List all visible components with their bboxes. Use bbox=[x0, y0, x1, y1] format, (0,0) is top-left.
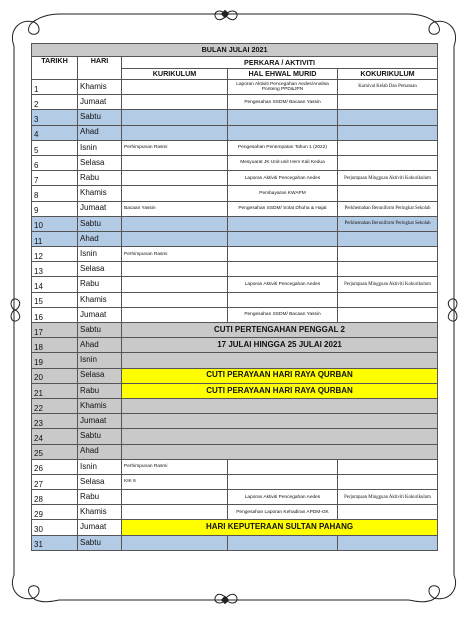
kokurikulum-cell: Perjumpaan Mingguan Aktiviti Kokurikulum bbox=[338, 277, 438, 292]
span-note-cell bbox=[122, 444, 438, 459]
date-cell: 24 bbox=[32, 429, 78, 444]
date-cell: 1 bbox=[32, 80, 78, 95]
date-cell: 19 bbox=[32, 353, 78, 368]
table-row bbox=[32, 307, 438, 322]
hem-cell: Pengesahan SSDM/ Bacaan Yassin bbox=[228, 307, 338, 322]
hem-cell bbox=[228, 292, 338, 307]
kurikulum-cell bbox=[122, 216, 228, 231]
kokurikulum-cell bbox=[338, 459, 438, 474]
day-cell: Rabu bbox=[78, 383, 122, 398]
kokurikulum-cell bbox=[338, 186, 438, 201]
kurikulum-cell bbox=[122, 490, 228, 505]
span-note-cell bbox=[122, 353, 438, 368]
table-row bbox=[32, 474, 438, 489]
table-row bbox=[32, 247, 438, 262]
date-cell: 22 bbox=[32, 398, 78, 413]
table-row bbox=[32, 459, 438, 474]
table-row bbox=[32, 535, 438, 550]
day-cell: Jumaat bbox=[78, 307, 122, 322]
day-cell: Sabtu bbox=[78, 429, 122, 444]
kokurikulum-cell bbox=[338, 231, 438, 246]
kurikulum-cell bbox=[122, 231, 228, 246]
kurikulum-cell: Perhimpunan Rasmi bbox=[122, 459, 228, 474]
header-hari: HARI bbox=[78, 57, 122, 80]
hem-cell: Mesyuarat JK Unit-unit Hem Kali Kedua bbox=[228, 155, 338, 170]
kokurikulum-cell bbox=[338, 125, 438, 140]
kurikulum-cell bbox=[122, 292, 228, 307]
day-cell: Khamis bbox=[78, 80, 122, 95]
table-row bbox=[32, 262, 438, 277]
day-cell: Khamis bbox=[78, 398, 122, 413]
day-cell: Rabu bbox=[78, 490, 122, 505]
table-title: BULAN JULAI 2021 bbox=[32, 44, 438, 57]
header-kokurikulum: KOKURIKULUM bbox=[338, 69, 438, 80]
kurikulum-cell: Perhimpunan Rasmi bbox=[122, 247, 228, 262]
span-note-cell bbox=[122, 429, 438, 444]
date-cell: 7 bbox=[32, 171, 78, 186]
date-cell: 5 bbox=[32, 140, 78, 155]
day-cell: Isnin bbox=[78, 140, 122, 155]
table-row bbox=[32, 323, 438, 338]
day-cell: Ahad bbox=[78, 231, 122, 246]
span-note-cell: CUTI PERTENGAHAN PENGGAL 2 bbox=[122, 323, 438, 338]
kurikulum-cell bbox=[122, 262, 228, 277]
hem-cell bbox=[228, 216, 338, 231]
hem-cell: Laporan Aktiviti Pencegahan Aedes bbox=[228, 490, 338, 505]
table-row bbox=[32, 80, 438, 95]
table-row bbox=[32, 186, 438, 201]
date-cell: 8 bbox=[32, 186, 78, 201]
kurikulum-cell bbox=[122, 125, 228, 140]
hem-cell bbox=[228, 125, 338, 140]
kurikulum-cell: Bacaan Yassin bbox=[122, 201, 228, 216]
date-cell: 21 bbox=[32, 383, 78, 398]
kurikulum-cell bbox=[122, 277, 228, 292]
kokurikulum-cell: Perkhemahan Beruniform Peringkat Sekolah bbox=[338, 216, 438, 231]
day-cell: Sabtu bbox=[78, 323, 122, 338]
kokurikulum-cell: Perjumpaan Mingguan Aktiviti Kokurikulum bbox=[338, 171, 438, 186]
table-row bbox=[32, 490, 438, 505]
table-row bbox=[32, 171, 438, 186]
day-cell: Jumaat bbox=[78, 201, 122, 216]
table-row bbox=[32, 277, 438, 292]
day-cell: Selasa bbox=[78, 474, 122, 489]
kokurikulum-cell bbox=[338, 535, 438, 550]
date-cell: 3 bbox=[32, 110, 78, 125]
day-cell: Jumaat bbox=[78, 520, 122, 535]
hem-cell bbox=[228, 231, 338, 246]
date-cell: 9 bbox=[32, 201, 78, 216]
hem-cell: Pembayaran KWAPM bbox=[228, 186, 338, 201]
kokurikulum-cell: Perkhemahan Beruniform Peringkat Sekolah bbox=[338, 201, 438, 216]
date-cell: 30 bbox=[32, 520, 78, 535]
table-row bbox=[32, 338, 438, 353]
table-row bbox=[32, 292, 438, 307]
kokurikulum-cell bbox=[338, 474, 438, 489]
kokurikulum-cell bbox=[338, 247, 438, 262]
kokurikulum-cell: Karnival Kelab Dan Persatuan bbox=[338, 80, 438, 95]
kokurikulum-cell bbox=[338, 307, 438, 322]
date-cell: 17 bbox=[32, 323, 78, 338]
hem-cell bbox=[228, 459, 338, 474]
hem-cell bbox=[228, 110, 338, 125]
day-cell: Rabu bbox=[78, 171, 122, 186]
date-cell: 10 bbox=[32, 216, 78, 231]
table-row bbox=[32, 429, 438, 444]
day-cell: Sabtu bbox=[78, 535, 122, 550]
kurikulum-cell bbox=[122, 535, 228, 550]
day-cell: Khamis bbox=[78, 186, 122, 201]
header-perkara: PERKARA / AKTIVITI bbox=[122, 57, 438, 69]
day-cell: Sabtu bbox=[78, 216, 122, 231]
kokurikulum-cell: Perjumpaan Mingguan Aktiviti Kokurikulum bbox=[338, 490, 438, 505]
hem-cell bbox=[228, 247, 338, 262]
day-cell: Jumaat bbox=[78, 95, 122, 110]
day-cell: Selasa bbox=[78, 368, 122, 383]
span-note-cell bbox=[122, 398, 438, 413]
table-row bbox=[32, 110, 438, 125]
kokurikulum-cell bbox=[338, 292, 438, 307]
kurikulum-cell: Perhimpunan Rasmi bbox=[122, 140, 228, 155]
table-row bbox=[32, 398, 438, 413]
span-note-cell: 17 JULAI HINGGA 25 JULAI 2021 bbox=[122, 338, 438, 353]
hem-cell: Laporan Aktiviti Pencegahan Aedes/Analisa Ponteng PPD&JPN bbox=[228, 80, 338, 95]
kurikulum-cell bbox=[122, 95, 228, 110]
hem-cell bbox=[228, 474, 338, 489]
hem-cell: Pengesahan SSDM/ Solat Dhuha & Hajat bbox=[228, 201, 338, 216]
kurikulum-cell bbox=[122, 171, 228, 186]
date-cell: 20 bbox=[32, 368, 78, 383]
header-kurikulum: KURIKULUM bbox=[122, 69, 228, 80]
hem-cell: Pengesahan SSDM/ Bacaan Yassin bbox=[228, 95, 338, 110]
day-cell: Rabu bbox=[78, 277, 122, 292]
table-row bbox=[32, 231, 438, 246]
date-cell: 12 bbox=[32, 247, 78, 262]
hem-cell bbox=[228, 535, 338, 550]
day-cell: Ahad bbox=[78, 444, 122, 459]
kurikulum-cell bbox=[122, 186, 228, 201]
span-note-cell bbox=[122, 414, 438, 429]
kurikulum-cell bbox=[122, 505, 228, 520]
date-cell: 2 bbox=[32, 95, 78, 110]
table-row bbox=[32, 520, 438, 535]
day-cell: Jumaat bbox=[78, 414, 122, 429]
span-note-cell: CUTI PERAYAAN HARI RAYA QURBAN bbox=[122, 368, 438, 383]
kokurikulum-cell bbox=[338, 95, 438, 110]
date-cell: 16 bbox=[32, 307, 78, 322]
date-cell: 18 bbox=[32, 338, 78, 353]
day-cell: Khamis bbox=[78, 292, 122, 307]
date-cell: 23 bbox=[32, 414, 78, 429]
kurikulum-cell: KIK 6 bbox=[122, 474, 228, 489]
calendar-table bbox=[31, 43, 438, 551]
hem-cell: Pengesahan Laporan Kehadiran APDM-GK bbox=[228, 505, 338, 520]
day-cell: Sabtu bbox=[78, 110, 122, 125]
kokurikulum-cell bbox=[338, 155, 438, 170]
kokurikulum-cell bbox=[338, 262, 438, 277]
title-row bbox=[32, 44, 438, 57]
table-row bbox=[32, 383, 438, 398]
header-hem: HAL EHWAL MURID bbox=[228, 69, 338, 80]
table-row bbox=[32, 125, 438, 140]
day-cell: Isnin bbox=[78, 247, 122, 262]
hem-cell: Laporan Aktiviti Pencegahan Aedes bbox=[228, 171, 338, 186]
table-row bbox=[32, 140, 438, 155]
hem-cell: Pengesahan Penempatan Tahun 1 (2022) bbox=[228, 140, 338, 155]
header-row bbox=[32, 57, 438, 69]
hem-cell: Laporan Aktiviti Pencegahan Aedes bbox=[228, 277, 338, 292]
table-row bbox=[32, 368, 438, 383]
date-cell: 28 bbox=[32, 490, 78, 505]
day-cell: Isnin bbox=[78, 459, 122, 474]
date-cell: 29 bbox=[32, 505, 78, 520]
kurikulum-cell bbox=[122, 80, 228, 95]
date-cell: 26 bbox=[32, 459, 78, 474]
table-row bbox=[32, 155, 438, 170]
kokurikulum-cell bbox=[338, 140, 438, 155]
kurikulum-cell bbox=[122, 307, 228, 322]
day-cell: Ahad bbox=[78, 338, 122, 353]
date-cell: 14 bbox=[32, 277, 78, 292]
date-cell: 27 bbox=[32, 474, 78, 489]
hem-cell bbox=[228, 262, 338, 277]
day-cell: Selasa bbox=[78, 262, 122, 277]
day-cell: Ahad bbox=[78, 125, 122, 140]
span-note-cell: HARI KEPUTERAAN SULTAN PAHANG bbox=[122, 520, 438, 535]
span-note-cell: CUTI PERAYAAN HARI RAYA QURBAN bbox=[122, 383, 438, 398]
table-row bbox=[32, 353, 438, 368]
header-tarikh: TARIKH bbox=[32, 57, 78, 80]
day-cell: Isnin bbox=[78, 353, 122, 368]
table-row bbox=[32, 505, 438, 520]
kurikulum-cell bbox=[122, 155, 228, 170]
date-cell: 31 bbox=[32, 535, 78, 550]
table-row bbox=[32, 216, 438, 231]
kurikulum-cell bbox=[122, 110, 228, 125]
date-cell: 13 bbox=[32, 262, 78, 277]
day-cell: Selasa bbox=[78, 155, 122, 170]
kokurikulum-cell bbox=[338, 110, 438, 125]
date-cell: 4 bbox=[32, 125, 78, 140]
kokurikulum-cell bbox=[338, 505, 438, 520]
date-cell: 6 bbox=[32, 155, 78, 170]
date-cell: 11 bbox=[32, 231, 78, 246]
date-cell: 25 bbox=[32, 444, 78, 459]
table-row bbox=[32, 201, 438, 216]
table-row bbox=[32, 444, 438, 459]
date-cell: 15 bbox=[32, 292, 78, 307]
table-row bbox=[32, 414, 438, 429]
table-row bbox=[32, 95, 438, 110]
day-cell: Khamis bbox=[78, 505, 122, 520]
